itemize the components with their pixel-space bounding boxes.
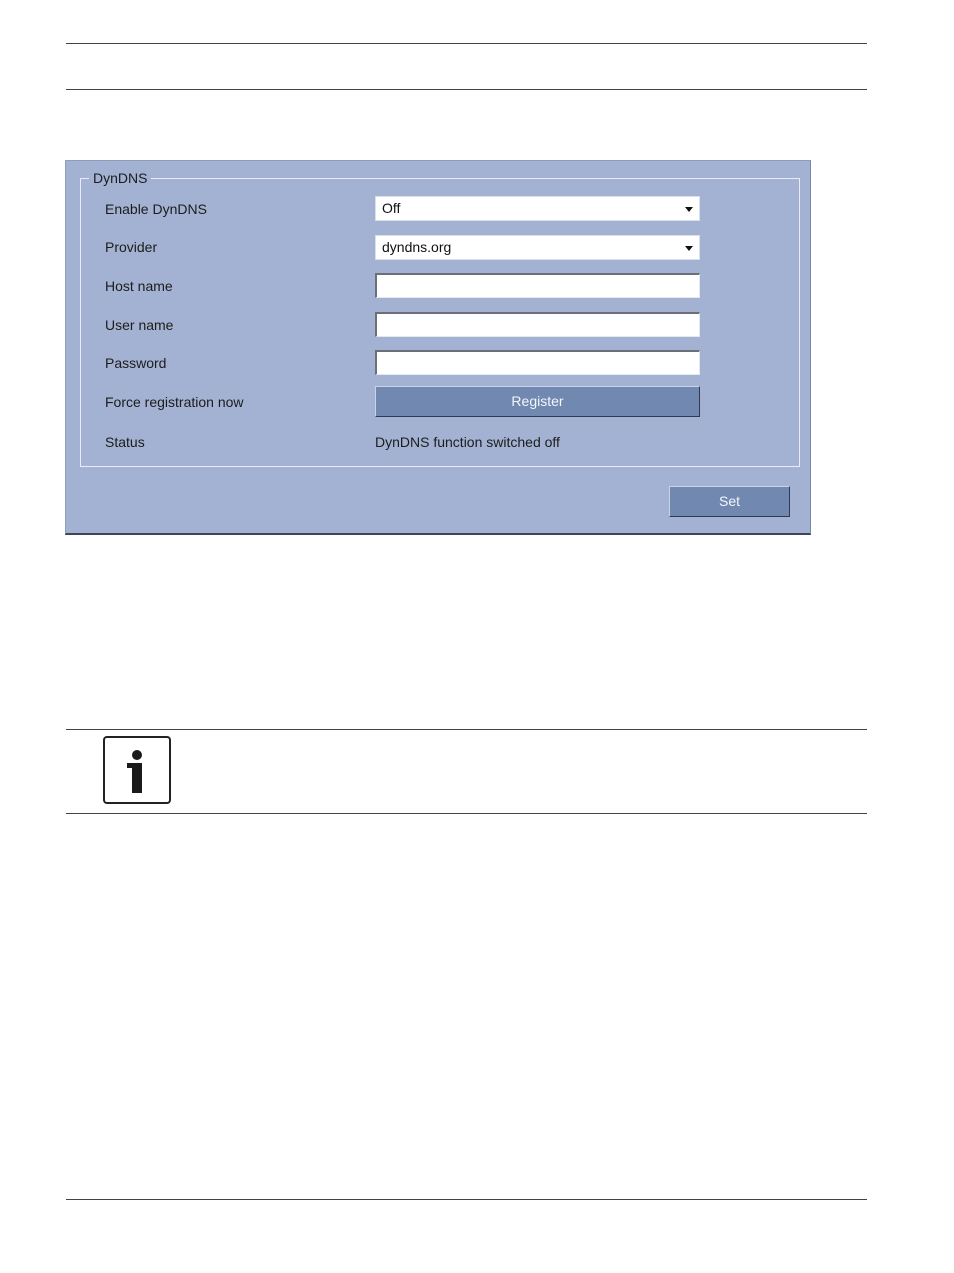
status-value: DynDNS function switched off: [375, 434, 560, 450]
note-rule-bottom: [66, 813, 867, 814]
dyndns-settings-panel: [65, 160, 811, 535]
user-name-label: User name: [105, 317, 174, 333]
provider-select[interactable]: [375, 235, 700, 260]
header-rule-bottom: [66, 89, 867, 90]
status-label: Status: [105, 434, 145, 450]
user-name-input[interactable]: [375, 312, 700, 337]
register-button[interactable]: Register: [375, 386, 700, 417]
password-input[interactable]: [375, 350, 700, 375]
password-label: Password: [105, 355, 167, 371]
enable-dyndns-label: Enable DynDNS: [105, 201, 207, 217]
header-rule-top: [66, 43, 867, 44]
dyndns-fieldset: [80, 170, 800, 467]
provider-value: dyndns.org: [382, 239, 452, 255]
info-icon: [103, 736, 171, 804]
provider-label: Provider: [105, 239, 158, 255]
enable-dyndns-select[interactable]: [375, 196, 700, 221]
host-name-input[interactable]: [375, 273, 700, 298]
dropdown-arrow-icon: [685, 246, 693, 251]
note-rule-top: [66, 729, 867, 730]
enable-dyndns-value: Off: [382, 200, 401, 216]
host-name-label: Host name: [105, 278, 173, 294]
footer-rule: [66, 1199, 867, 1200]
set-button[interactable]: Set: [669, 486, 790, 517]
dyndns-legend: DynDNS: [89, 170, 151, 186]
dropdown-arrow-icon: [685, 207, 693, 212]
force-registration-label: Force registration now: [105, 394, 244, 410]
